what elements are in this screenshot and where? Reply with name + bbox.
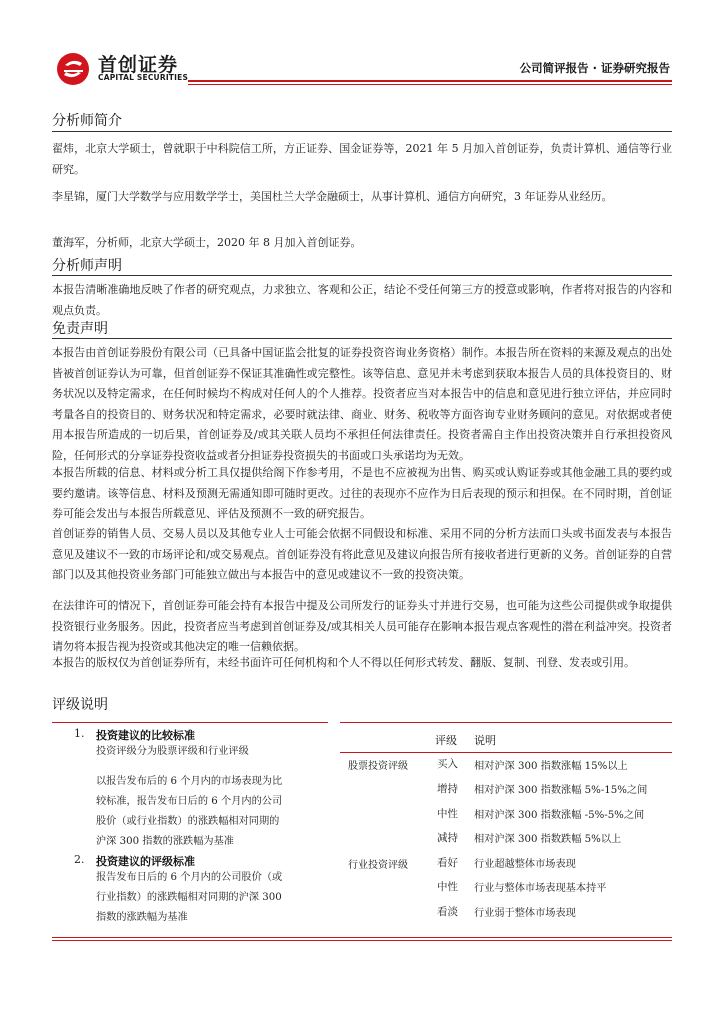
industry-rating-level: 看好 bbox=[437, 857, 458, 869]
criteria-item-1-line-3: 股价（或行业指数）的涨跌幅相对同期的 bbox=[96, 816, 280, 827]
rating-bottom-rule-2 bbox=[52, 940, 672, 941]
analyst-statement-title: 分析师声明 bbox=[52, 258, 122, 274]
stock-rating-category: 股票投资评级 bbox=[348, 761, 408, 772]
criteria-item-1-number: 1. bbox=[74, 727, 85, 740]
criteria-item-1-subtitle: 投资评级分为股票评级和行业评级 bbox=[96, 746, 249, 757]
industry-rating-desc: 行业超越整体市场表现 bbox=[474, 859, 576, 870]
rating-header-rule bbox=[340, 752, 672, 753]
stock-rating-level: 中性 bbox=[437, 808, 458, 820]
criteria-item-1-line-1: 以报告发布后的 6 个月内的市场表现为比 bbox=[96, 776, 283, 787]
report-type-label: 公司简评报告 · 证券研究报告 bbox=[519, 61, 670, 75]
analyst-statement-text: 本报告清晰准确地反映了作者的研究观点，力求独立、客观和公正，结论不受任何第三方的授意或影响，作者将对报告的内容和观点负责。 bbox=[52, 283, 672, 317]
analyst-intro-title: 分析师简介 bbox=[52, 113, 122, 129]
stock-rating-level: 增持 bbox=[437, 783, 458, 795]
disclaimer-rule bbox=[52, 338, 672, 339]
stock-rating-desc: 相对沪深 300 指数涨幅 5%-15%之间 bbox=[474, 785, 648, 796]
criteria-item-2-title: 投资建议的评级标准 bbox=[96, 855, 195, 868]
analyst-statement-rule bbox=[52, 275, 672, 276]
disclaimer-paragraph-3: 首创证券的销售人员、交易人员以及其他专业人士可能会依据不同假设和标准、采用不同的分析方法而口头或书面发表与本报告意见及建议不一致的市场评论和/或交易观点。首创证券没有将此意见及建议向报告所有接收者进行更新的义务。首创证券的自营部门以及其他投资业务部门可能独立做出与本报告中的意见或建议不一致的投资决策。 bbox=[52, 527, 672, 581]
stock-rating-level: 减持 bbox=[437, 832, 458, 844]
disclaimer-paragraph-2: 本报告所载的信息、材料或分析工具仅提供给阁下作参考用，不是也不应被视为出售、购买或认购证券或其他金融工具的要约或要约邀请。该等信息、材料及预测无需通知即可随时更改。过往的表现亦不应作为日后表现的预示和担保。在不同时期，首创证券可能会发出与本报告所载意见、评估及预测不一致的研究报告。 bbox=[52, 466, 672, 520]
criteria-item-2-number: 2. bbox=[74, 853, 85, 866]
rating-col-header-desc: 说明 bbox=[474, 734, 496, 747]
logo-english-name: CAPITAL SECURITIES bbox=[98, 73, 189, 82]
rating-left-top-rule bbox=[52, 722, 328, 723]
rating-bottom-rule bbox=[52, 937, 672, 938]
criteria-item-1-title: 投资建议的比较标准 bbox=[96, 729, 195, 742]
page-header bbox=[52, 40, 672, 86]
stock-rating-desc: 相对沪深 300 指数涨幅 -5%-5%之间 bbox=[474, 810, 645, 821]
rating-col-header-level: 评级 bbox=[435, 734, 457, 747]
criteria-item-2-line-1: 报告发布日后的 6 个月内的公司股价（或 bbox=[96, 872, 283, 883]
analyst-bio-3: 董海军，分析师，北京大学硕士，2020 年 8 月加入首创证券。 bbox=[52, 236, 362, 249]
industry-rating-category: 行业投资评级 bbox=[348, 860, 408, 871]
stock-rating-desc: 相对沪深 300 指数涨幅 15%以上 bbox=[474, 761, 628, 772]
stock-rating-level: 买入 bbox=[437, 758, 458, 770]
industry-rating-desc: 行业弱于整体市场表现 bbox=[474, 908, 576, 919]
analyst-intro-rule bbox=[52, 131, 672, 132]
criteria-item-2-line-2: 行业指数）的涨跌幅相对同期的沪深 300 bbox=[96, 892, 282, 903]
rating-right-top-rule bbox=[340, 722, 672, 723]
company-logo bbox=[52, 50, 232, 84]
rating-title: 评级说明 bbox=[52, 697, 108, 713]
analyst-bio-2: 李星锦，厦门大学数学与应用数学学士，美国杜兰大学金融硕士，从事计算机、通信方向研究，3 年证券从业经历。 bbox=[52, 190, 613, 203]
criteria-item-1-line-4: 沪深 300 指数的涨跌幅为基准 bbox=[96, 836, 234, 847]
industry-rating-desc: 行业与整体市场表现基本持平 bbox=[474, 883, 607, 894]
header-divider bbox=[188, 80, 672, 82]
criteria-item-1-line-2: 较标准，报告发布日后的 6 个月内的公司 bbox=[96, 796, 283, 807]
rating-table bbox=[52, 722, 672, 940]
capital-securities-logo-icon bbox=[56, 52, 90, 86]
industry-rating-level: 中性 bbox=[437, 881, 458, 893]
header-divider-thin bbox=[188, 84, 672, 85]
criteria-item-2-line-3: 指数的涨跌幅为基准 bbox=[96, 912, 188, 923]
disclaimer-paragraph-1: 本报告由首创证券股份有限公司（已具备中国证监会批复的证券投资咨询业务资格）制作。本报告所在资料的来源及观点的出处皆被首创证券认为可靠，但首创证券不保证其准确性或完整性。该等信息、意见并未考虑到获取本报告人员的具体投资目的、财务状况以及特定需求，在任何时候均不构成对任何人的个人推荐。投资者应当对本报告中的信息和意见进行独立评估，并应同时考量各自的投资目的、财务状况和特定需求，必要时就法律、商业、财务、税收等方面咨询专业财务顾问的意见。对依据或者使用本报告所造成的一切后果，首创证券及/或其关联人员均不承担任何法律责任。投资者需自主作出投资决策并自行承担投资风险，任何形式的分享证券投资收益或者分担证券投资损失的书面或口头承诺均为无效。 bbox=[52, 346, 672, 462]
analyst-bio-1: 翟炜，北京大学硕士，曾就职于中科院信工所，方正证券、国金证券等，2021 年 5 月加入首创证券，负责计算机、通信等行业研究。 bbox=[52, 142, 672, 176]
stock-rating-desc: 相对沪深 300 指数跌幅 5%以上 bbox=[474, 834, 622, 845]
industry-rating-level: 看淡 bbox=[437, 906, 458, 918]
disclaimer-paragraph-4: 在法律许可的情况下，首创证券可能会持有本报告中提及公司所发行的证券头寸并进行交易，也可能为这些公司提供或争取提供投资银行业务服务。因此，投资者应当考虑到首创证券及/或其相关人员可能存在影响本报告观点客观性的潜在利益冲突。投资者请勿将本报告视为投资或其他决定的唯一信赖依据。 bbox=[52, 599, 672, 653]
disclaimer-paragraph-5: 本报告的版权仅为首创证券所有，未经书面许可任何机构和个人不得以任何形式转发、翻版、复制、刊登、发表或引用。 bbox=[52, 656, 635, 669]
disclaimer-title: 免责声明 bbox=[52, 321, 108, 337]
logo-chinese-name: 首创证券 bbox=[98, 54, 179, 76]
